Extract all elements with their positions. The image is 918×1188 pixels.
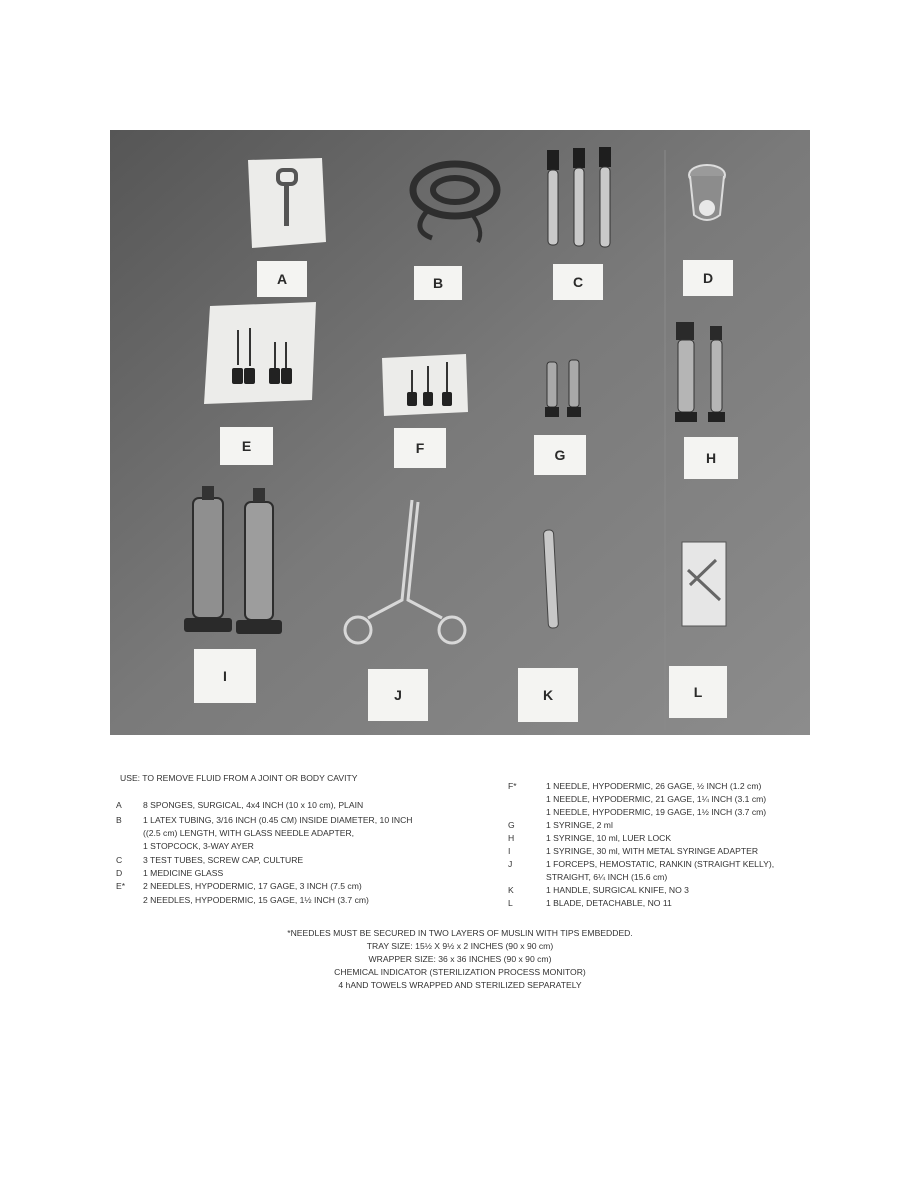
item-line: 1 MEDICINE GLASS bbox=[143, 868, 224, 878]
photo-label-f: F bbox=[394, 428, 446, 468]
photo-label-a: A bbox=[257, 261, 307, 297]
item-line: 1 NEEDLE, HYPODERMIC, 26 GAGE, ½ INCH (1.2 cm) bbox=[546, 781, 762, 791]
item-line: 8 SPONGES, SURGICAL, 4x4 INCH (10 x 10 cm), PLAIN bbox=[143, 800, 364, 810]
item-line: 2 NEEDLES, HYPODERMIC, 15 GAGE, 1½ INCH (3.7 cm) bbox=[143, 895, 369, 905]
item-line: ((2.5 cm) LENGTH, WITH GLASS NEEDLE ADAPTER, bbox=[143, 828, 355, 838]
item-line: 1 SYRINGE, 10 ml, LUER LOCK bbox=[546, 833, 672, 843]
photo-label-k: K bbox=[518, 668, 578, 722]
item-line: 1 BLADE, DETACHABLE, NO 11 bbox=[546, 898, 672, 908]
item-key: K bbox=[508, 885, 514, 895]
item-key: D bbox=[116, 868, 123, 878]
item-line: 1 FORCEPS, HEMOSTATIC, RANKIN (STRAIGHT KELLY), bbox=[546, 859, 775, 869]
item-line: 1 NEEDLE, HYPODERMIC, 19 GAGE, 1½ INCH (3.7 cm) bbox=[546, 807, 767, 817]
item-key: F* bbox=[508, 781, 517, 791]
item-key: E* bbox=[116, 881, 126, 891]
item-line: 1 SYRINGE, 2 ml bbox=[546, 820, 613, 830]
tray-size: TRAY SIZE: 15½ X 9½ x 2 INCHES (90 x 90 cm) bbox=[366, 941, 554, 951]
sponges-item bbox=[248, 158, 326, 248]
test-tubes-item bbox=[547, 147, 611, 247]
photo-label-h: H bbox=[684, 437, 738, 479]
item-line: 1 HANDLE, SURGICAL KNIFE, NO 3 bbox=[546, 885, 689, 895]
instrument-tray-photo bbox=[110, 130, 810, 735]
photo-label-i: I bbox=[194, 649, 256, 703]
item-key: I bbox=[508, 846, 511, 856]
item-key: J bbox=[508, 859, 513, 869]
item-line: 1 NEEDLE, HYPODERMIC, 21 GAGE, 1¼ INCH (3.1 cm) bbox=[546, 794, 767, 804]
item-key: C bbox=[116, 855, 123, 865]
item-key: G bbox=[508, 820, 515, 830]
item-line: 3 TEST TUBES, SCREW CAP, CULTURE bbox=[143, 855, 304, 865]
tray-items-illustration bbox=[110, 130, 810, 735]
wrapper-size: WRAPPER SIZE: 36 x 36 INCHES (90 x 90 cm) bbox=[368, 954, 552, 964]
photo-label-l: L bbox=[669, 666, 727, 718]
blade-packet-item bbox=[682, 542, 726, 626]
item-key: H bbox=[508, 833, 515, 843]
item-line: 1 STOPCOCK, 3-WAY AYER bbox=[143, 841, 254, 851]
photo-label-c: C bbox=[553, 264, 603, 300]
use-statement: USE: TO REMOVE FLUID FROM A JOINT OR BODY CAVITY bbox=[120, 773, 358, 783]
photo-label-j: J bbox=[368, 669, 428, 721]
photo-label-g: G bbox=[534, 435, 586, 475]
photo-label-d: D bbox=[683, 260, 733, 296]
chemical-indicator: CHEMICAL INDICATOR (STERILIZATION PROCESS MONITOR) bbox=[334, 967, 586, 977]
needles-large-item bbox=[204, 302, 316, 404]
item-line: 1 SYRINGE, 30 ml, WITH METAL SYRINGE ADAPTER bbox=[546, 846, 759, 856]
photo-label-b: B bbox=[414, 266, 462, 300]
item-key: L bbox=[508, 898, 513, 908]
item-key: A bbox=[116, 800, 122, 810]
needle-note: *NEEDLES MUST BE SECURED IN TWO LAYERS OF MUSLIN WITH TIPS EMBEDDED. bbox=[287, 928, 633, 938]
item-line: STRAIGHT, 6¼ INCH (15.6 cm) bbox=[546, 872, 668, 882]
item-line: 1 LATEX TUBING, 3/16 INCH (0.45 CM) INSIDE DIAMETER, 10 INCH bbox=[143, 815, 413, 825]
item-key: B bbox=[116, 815, 122, 825]
needles-small-item bbox=[382, 354, 468, 416]
hand-towels-note: 4 hAND TOWELS WRAPPED AND STERILIZED SEPARATELY bbox=[338, 980, 582, 990]
medicine-glass-item bbox=[689, 165, 725, 220]
item-line: 2 NEEDLES, HYPODERMIC, 17 GAGE, 3 INCH (7.5 cm) bbox=[143, 881, 362, 891]
photo-label-e: E bbox=[220, 427, 273, 465]
